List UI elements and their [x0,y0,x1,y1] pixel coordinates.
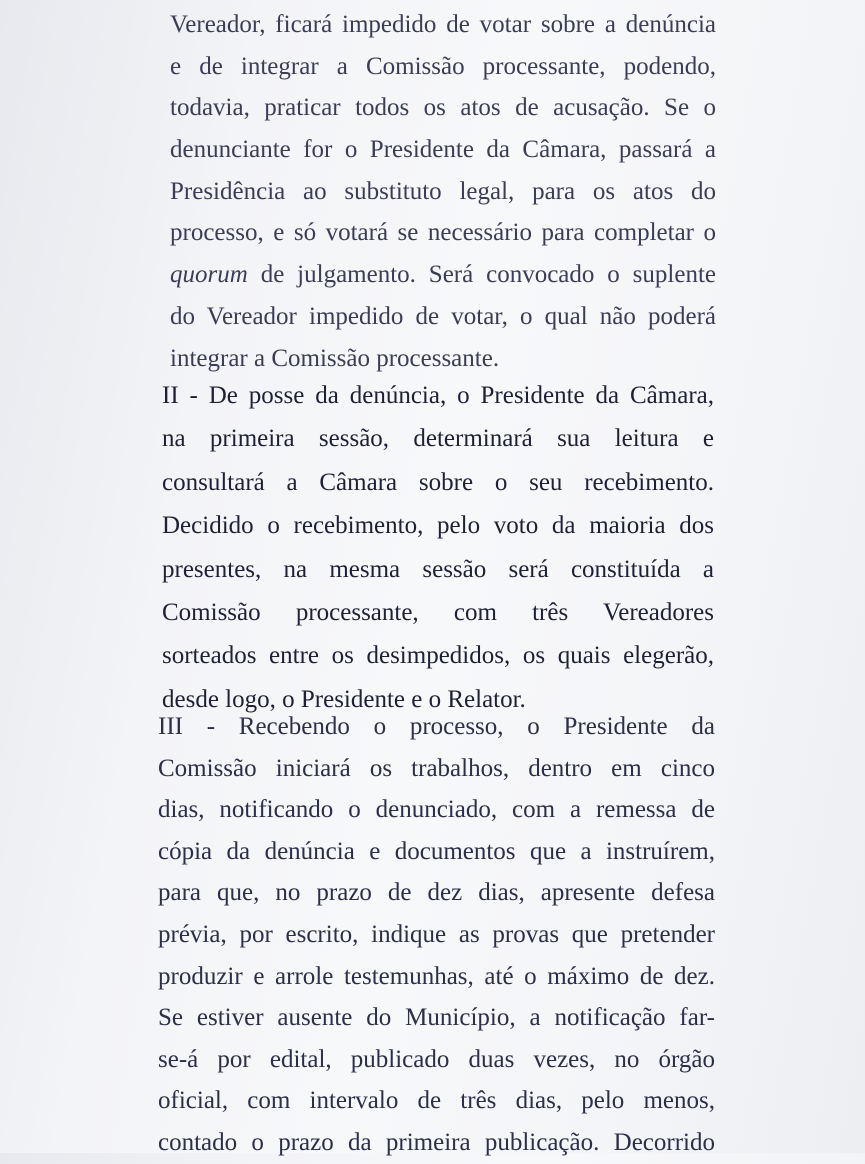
text-line-with-italic [170,254,716,296]
text-line: e de integrar a Comissão processante, podendo, [170,52,716,80]
text-line: cópia da denúncia e documentos que a instruírem, [158,837,715,865]
text-line: se-á por edital, publicado duas vezes, no órgão [158,1045,715,1073]
text-line: presentes, na mesma sessão será constituída a [162,555,714,583]
text-line: denunciante for o Presidente da Câmara, passará a [170,136,716,164]
italic-term: quorum [170,261,248,289]
text-line: consultará a Câmara sobre o seu recebimento. [162,468,714,496]
text-line: oficial, com intervalo de três dias, pelo menos, [158,1087,715,1115]
text-line: para que, no prazo de dez dias, apresente defesa [158,879,715,907]
text-fragment: de julgamento. Será convocado o suplente [260,261,716,289]
text-line: sorteados entre os desimpedidos, os quais elegerão, [162,642,714,670]
text-line: Presidência ao substituto legal, para os atos do [170,177,716,205]
text-line: III - Recebendo o processo, o Presidente da [158,713,715,740]
text-line: processo, e só votará se necessário para completar o [170,219,716,247]
text-line: Se estiver ausente do Município, a notificação far- [158,1004,715,1032]
text-line: II - De posse da denúncia, o Presidente da Câmara, [162,382,714,409]
text-line: integrar a Comissão processante. [170,344,500,372]
text-line: Comissão iniciará os trabalhos, dentro em cinco [158,754,715,782]
text-line: do Vereador impedido de votar, o qual não poderá [170,302,716,330]
text-line: todavia, praticar todos os atos de acusação. Se o [170,94,716,122]
text-line: Decidido o recebimento, pelo voto da maioria dos [162,512,714,540]
text-line: produzir e arrole testemunhas, até o máximo de dez. [158,962,715,990]
text-line: Vereador, ficará impedido de votar sobre a denúncia [170,11,716,38]
text-line: Comissão processante, com três Vereadores [162,598,714,626]
paragraph-continuation [170,4,716,379]
paragraph-section-ii [162,374,714,721]
text-line: prévia, por escrito, indique as provas que pretender [158,920,715,948]
text-line: contado o prazo da primeira publicação. Decorrido [158,1128,715,1156]
text-line: na primeira sessão, determinará sua leitura e [162,425,714,453]
paragraph-section-iii [158,706,715,1164]
text-line: dias, notificando o denunciado, com a remessa de [158,796,715,824]
text-line: desde logo, o Presidente e o Relator. [162,685,526,713]
